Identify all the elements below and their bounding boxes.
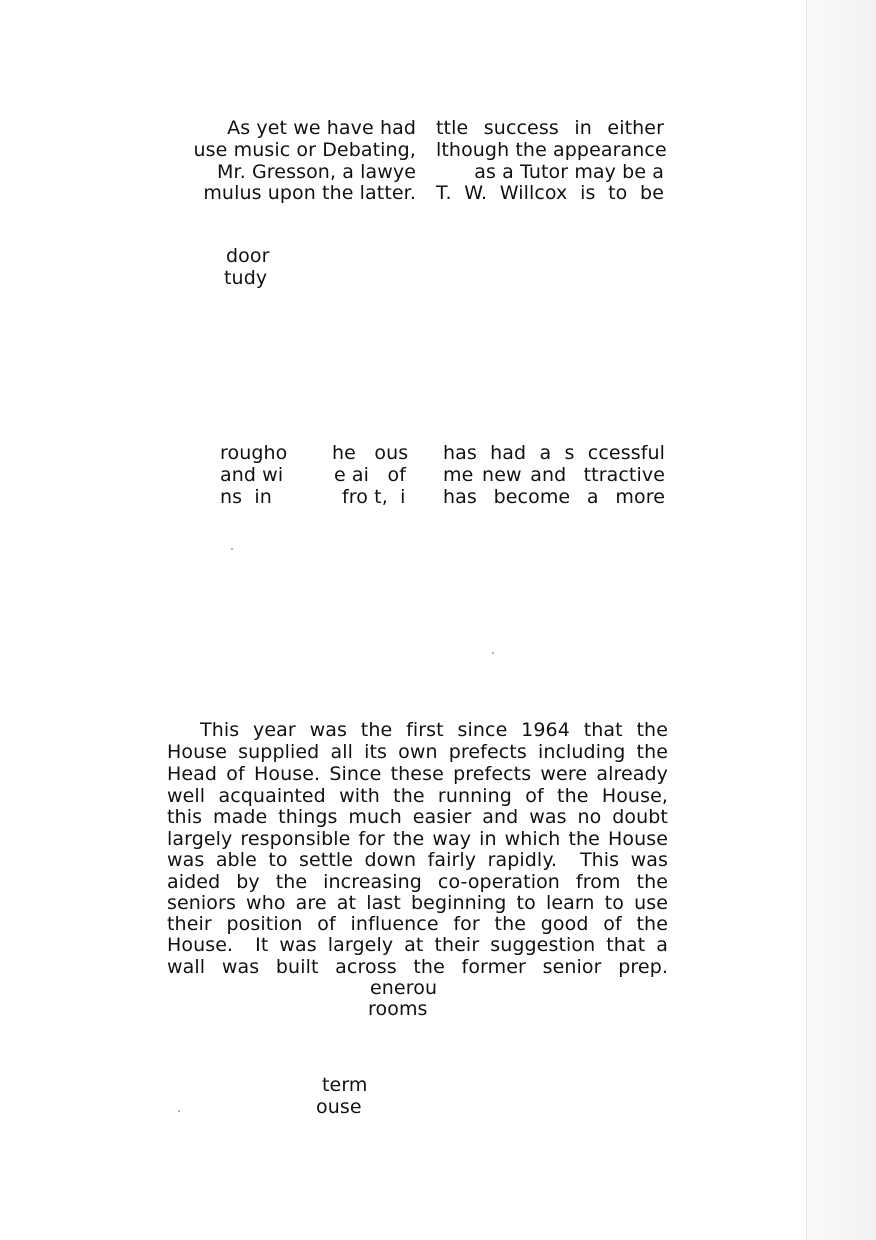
fragment-col1-line: and wi [220,464,284,486]
paragraph-line: their position of influence for the good of the [167,913,668,935]
fragment-col3-line: me new and ttractive [443,464,665,486]
scan-edge-shadow [806,0,876,1240]
scan-speck [231,548,233,550]
fragment-col3-line: has become a more [443,486,665,508]
paragraph-line: seniors who are at last beginning to learn to use [167,892,668,914]
fragment-col2-line: e ai of [334,464,406,486]
paragraph-line: Head of House. Since these prefects were already [167,763,668,785]
paragraph-line: House supplied all its own prefects including the [167,741,668,763]
fragment-col1-line: ns in [220,486,272,508]
paragraph-line: largely responsible for the way in which the House [167,828,668,850]
fragment-line: enerou [370,977,438,999]
block1-left-line: mulus upon the latter. [203,182,416,204]
fragment-col1-line: rougho [220,442,288,464]
fragment-line: term [322,1074,368,1096]
scan-speck [178,1110,180,1112]
block1-left-line: As yet we have had [227,117,416,139]
block1-right-line: ttle success in either [436,117,664,139]
fragment-line: ouse [316,1096,362,1118]
fragment-line: rooms [368,998,428,1020]
paragraph-line: this made things much easier and was no doubt [167,806,668,828]
paragraph-line: wall was built across the former senior prep. [167,956,668,978]
fragment-col2-line: he ous [332,442,409,464]
paragraph-line: well acquainted with the running of the House, [167,785,668,807]
paragraph-line: was able to settle down fairly rapidly. This was [167,849,668,871]
block1-right-line: lthough the appearance [436,139,667,161]
block1-right-line: as a Tutor may be a [474,161,664,183]
fragment-col3-line: has had a s ccessful [443,442,665,464]
paragraph-line: House. It was largely at their suggestion that a [167,934,668,956]
fragment-col2-line: fro t, i [342,486,406,508]
block1-right-line: T. W. Willcox is to be [436,182,664,204]
paragraph-line: This year was the first since 1964 that the [200,719,668,741]
scan-speck [492,652,494,654]
fragment-line: door [226,245,270,267]
fragment-line: tudy [224,267,268,289]
block1-left-line: Mr. Gresson, a lawye [217,161,416,183]
paragraph-line: aided by the increasing co-operation from the [167,871,668,893]
block1-left-line: use music or Debating, [193,139,416,161]
